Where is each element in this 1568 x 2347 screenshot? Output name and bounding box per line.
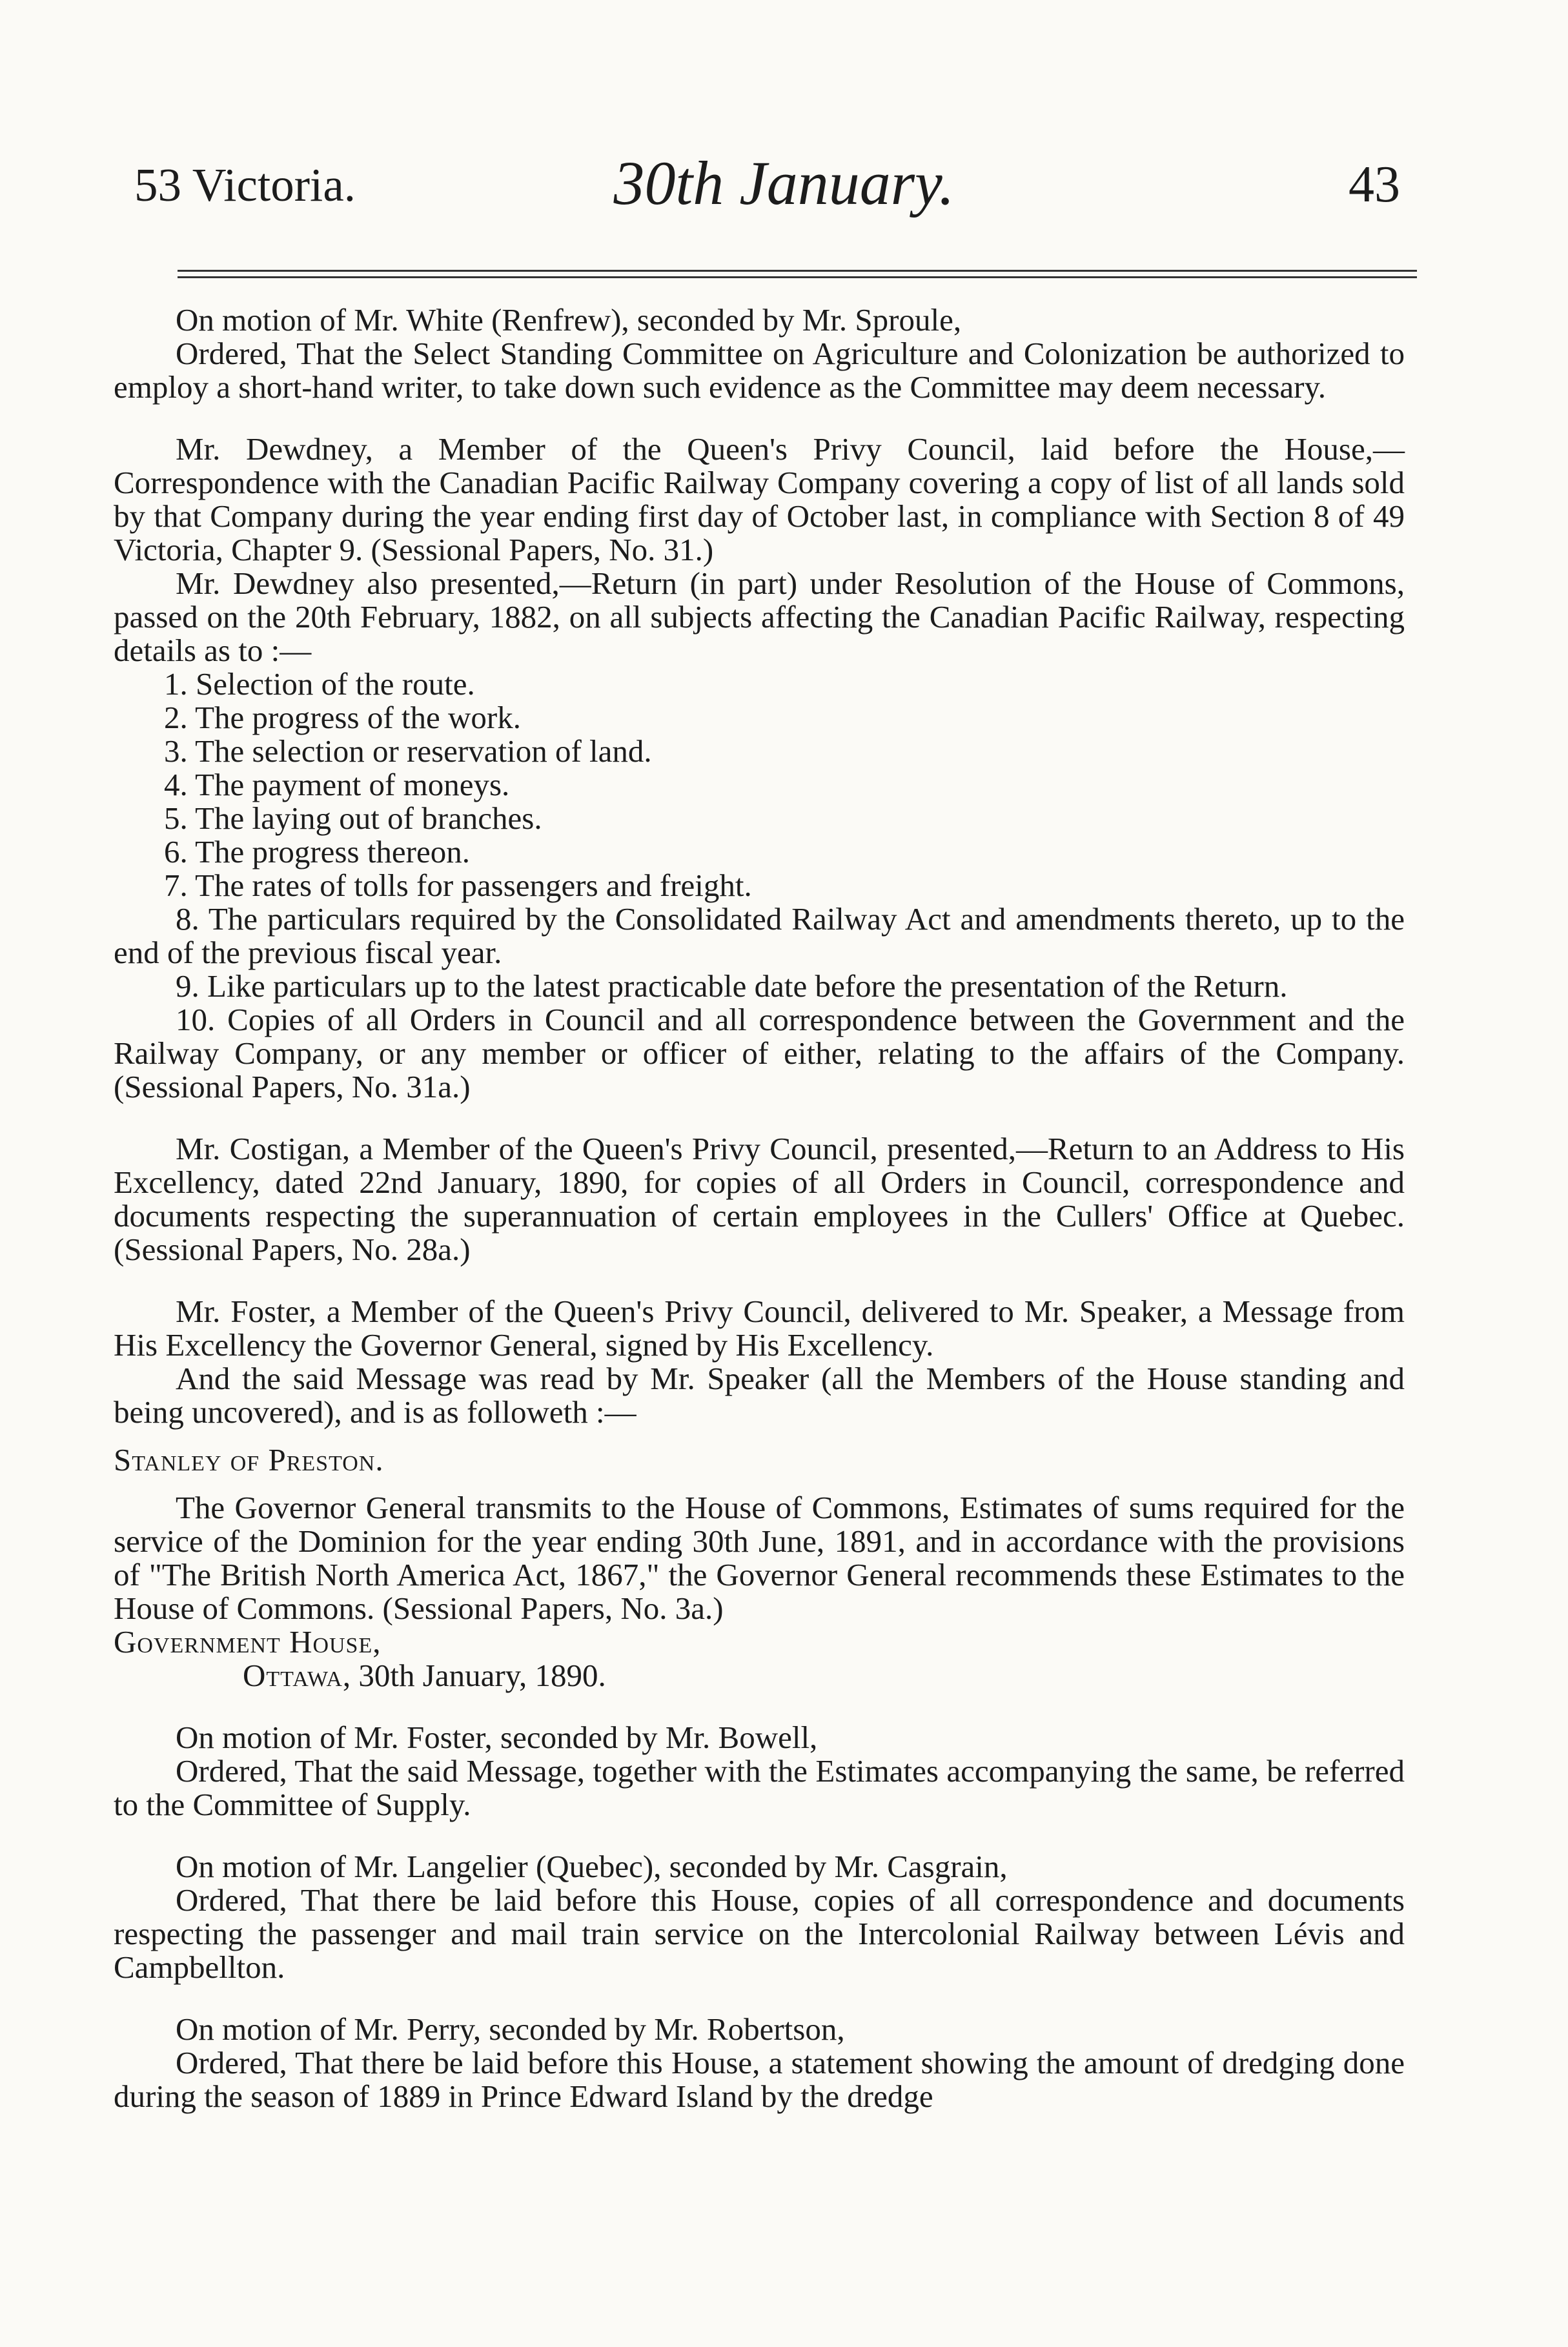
government-house: Government House,	[114, 1624, 382, 1660]
list-item: 4. The payment of moneys.	[164, 767, 510, 802]
order-estimates-supply: Ordered, That the said Message, together with the Estimates accompanying the same, be referred to the Committee of Supply.	[114, 1753, 1405, 1822]
list-item: 3. The selection or reservation of land.	[164, 733, 652, 769]
order-dredging-statement: Ordered, That there be laid before this House, a statement showing the amount of dredging done during the season of 1889 in Prince Edward Island by the dredge	[114, 2045, 1405, 2114]
ottawa-dateline	[114, 1659, 1405, 1692]
list-item: 1. Selection of the route.	[164, 666, 475, 702]
list-item: 5. The laying out of branches.	[164, 800, 542, 836]
ottawa-date: , 30th January, 1890.	[342, 1658, 606, 1693]
foster-message: Mr. Foster, a Member of the Queen's Privy Council, delivered to Mr. Speaker, a Message from His Excellency the Governor General, signed by His Excellency.	[114, 1294, 1405, 1363]
dewdney-correspondence: Mr. Dewdney, a Member of the Queen's Privy Council, laid before the House,— Correspondence with the Canadian Pacific Railway Company covering a copy of list of all lands sold by that Company during the year ending first day of October last, in compliance with Section 8 of 49 Victoria, Chapter 9. (Sessional Papers, No. 31.)	[114, 431, 1405, 567]
header-rule-bottom	[178, 276, 1417, 278]
motion-white-intro: On motion of Mr. White (Renfrew), seconded by Mr. Sproule,	[176, 302, 962, 338]
motion-langelier-intro: On motion of Mr. Langelier (Quebec), seconded by Mr. Casgrain,	[176, 1849, 1008, 1884]
motion-foster-intro: On motion of Mr. Foster, seconded by Mr. Bowell,	[176, 1720, 818, 1755]
estimates-message: The Governor General transmits to the House of Commons, Estimates of sums required for the service of the Dominion for the year ending 30th June, 1891, and in accordance with the provisions of "The British North America Act, 1867," the Governor General recommends these Estimates to the House of Commons. (Sessional Papers, No. 3a.)	[114, 1490, 1405, 1626]
list-item: 2. The progress of the work.	[164, 700, 521, 735]
motion-perry-intro: On motion of Mr. Perry, seconded by Mr. Robertson,	[176, 2011, 845, 2047]
header-date: 30th January.	[613, 148, 955, 218]
page-number: 43	[1349, 156, 1400, 213]
order-intercolonial-correspondence: Ordered, That there be laid before this House, copies of all correspondence and documents respecting the passenger and mail train service on the Intercolonial Railway between Lévis and Campbellton.	[114, 1882, 1405, 1985]
message-read: And the said Message was read by Mr. Speaker (all the Members of the House standing and being uncovered), and is as followeth :—	[114, 1361, 1405, 1430]
order-shorthand-writer: Ordered, That the Select Standing Committee on Agriculture and Colonization be authorized to employ a short-hand writer, to take down such evidence as the Committee may deem necessary.	[114, 336, 1405, 405]
list-item: 9. Like particulars up to the latest practicable date before the presentation of the Return.	[176, 968, 1288, 1004]
header-session: 53 Victoria.	[134, 159, 356, 211]
governor-signature: Stanley of Preston.	[114, 1442, 384, 1478]
dewdney-return: Mr. Dewdney also presented,—Return (in part) under Resolution of the House of Commons, passed on the 20th February, 1882, on all subjects affecting the Canadian Pacific Railway, respecting details as to :—	[114, 565, 1405, 668]
list-item: 8. The particulars required by the Consolidated Railway Act and amendments thereto, up to the end of the previous fiscal year.	[114, 901, 1405, 970]
journal-body	[114, 303, 1405, 2113]
list-item: 7. The rates of tolls for passengers and freight.	[164, 868, 752, 903]
header-rule-top	[178, 270, 1417, 272]
costigan-return: Mr. Costigan, a Member of the Queen's Privy Council, presented,—Return to an Address to His Excellency, dated 22nd January, 1890, for copies of all Orders in Council, correspondence and documents respecting the superannuation of certain employees in the Cullers' Office at Quebec. (Sessional Papers, No. 28a.)	[114, 1131, 1405, 1267]
list-item: 6. The progress thereon.	[164, 834, 470, 869]
ottawa-place: Ottawa	[243, 1658, 343, 1693]
list-item: 10. Copies of all Orders in Council and all correspondence between the Government and the Railway Company, or any member or officer of either, relating to the affairs of the Company. (Sessional Papers, No. 31a.)	[114, 1002, 1405, 1104]
